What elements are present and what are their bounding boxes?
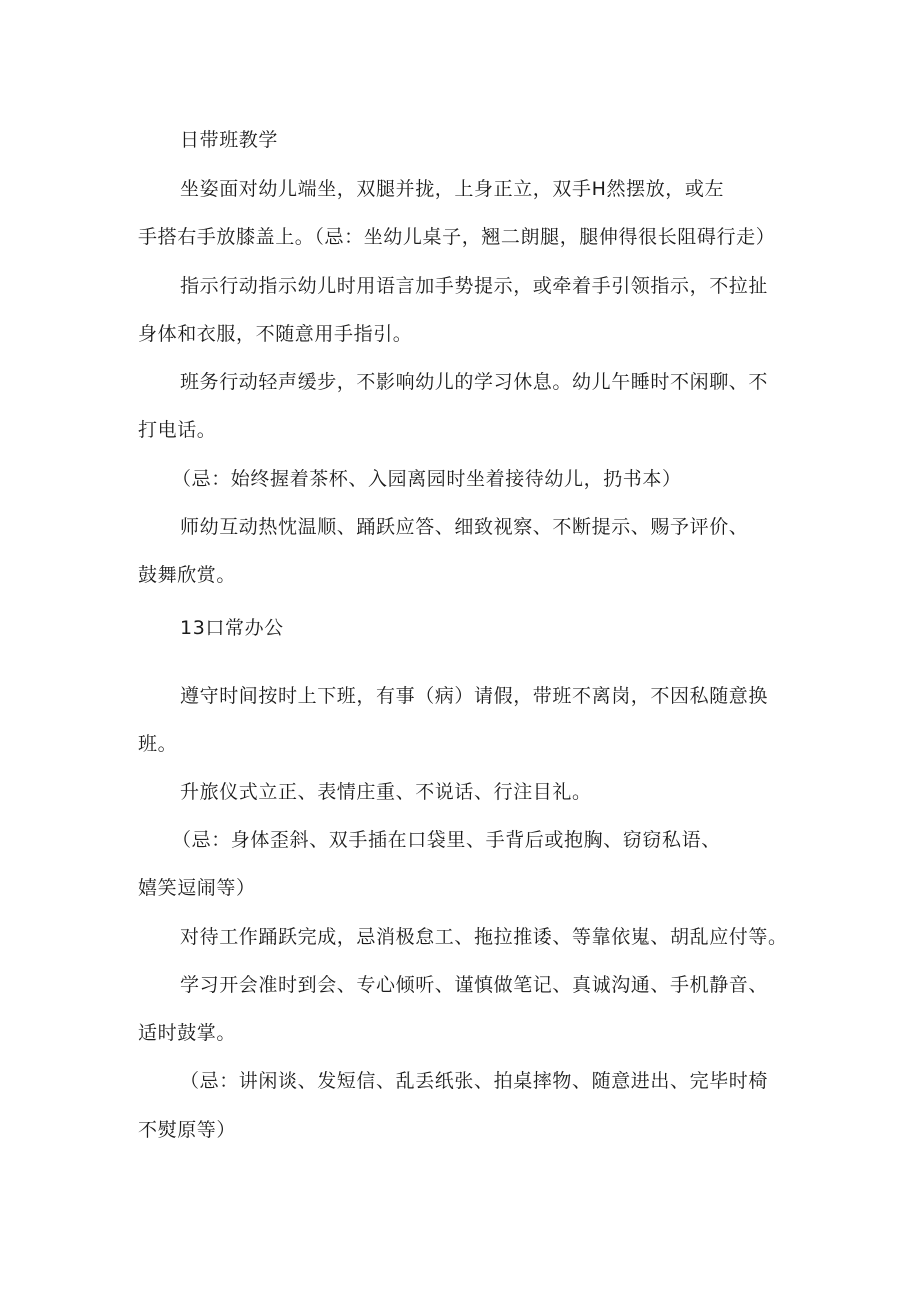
paragraph-class-duty-line-2: 打电话。 <box>138 419 217 441</box>
paragraph-work-attitude: 对待工作踊跃完成，忌消极怠工、拖拉推诿、等靠依嵬、胡乱应付等。 <box>180 926 788 948</box>
paragraph-interaction-line-2: 鼓舞欣赏。 <box>138 564 237 586</box>
section-heading-daily-teaching: 日带班教学 <box>180 129 279 151</box>
paragraph-punctuality-line-2: 班。 <box>138 733 178 755</box>
paragraph-guiding-line-1: 指示行动指示幼儿时用语言加手势提示，或牵着手引领指示，不拉扯 <box>180 275 769 297</box>
paragraph-taboo-2-line-2: 嬉笑逗闹等） <box>138 877 256 899</box>
paragraph-sitting-line-1: 坐姿面对幼儿端坐，双腿并拢，上身正立，双手H然摆放，或左 <box>180 178 725 200</box>
paragraph-taboo-3-line-1: （忌：讲闲谈、发短信、乱丢纸张、拍桌摔物、随意进出、完毕时椅 <box>180 1070 769 1092</box>
paragraph-taboo-3-line-2: 不熨原等） <box>138 1119 237 1141</box>
paragraph-class-duty-line-1: 班务行动轻声缓步，不影响幼儿的学习休息。幼儿午睡时不闲聊、不 <box>180 371 769 393</box>
paragraph-punctuality-line-1: 遵守时间按时上下班，有事（病）请假，带班不离岗，不因私随意换 <box>180 685 769 707</box>
paragraph-taboo-2-line-1: （忌：身体歪斜、双手插在口袋里、手背后或抱胸、窃窃私语、 <box>172 829 721 851</box>
paragraph-flag-ceremony: 升旅仪式立正、表情庄重、不说话、行注目礼。 <box>180 781 592 803</box>
paragraph-interaction-line-1: 师幼互动热忱温顺、踊跃应答、细致视察、不断提示、赐予评价、 <box>180 516 749 538</box>
paragraph-sitting-line-2: 手搭右手放膝盖上。（忌：坐幼儿桌子，翘二朗腿，腿伸得很长阻碍行走） <box>138 226 776 248</box>
paragraph-taboo-1: （忌：始终握着茶杯、入园离园时坐着接待幼儿，扔书本） <box>172 468 682 490</box>
paragraph-guiding-line-2: 身体和衣服，不随意用手指引。 <box>138 323 413 345</box>
paragraph-meeting-line-1: 学习开会准时到会、专心倾听、谨慎做笔记、真诚沟通、手机静音、 <box>180 974 769 996</box>
paragraph-meeting-line-2: 适时鼓掌。 <box>138 1022 237 1044</box>
section-heading-daily-office: 13口常办公 <box>180 617 284 639</box>
